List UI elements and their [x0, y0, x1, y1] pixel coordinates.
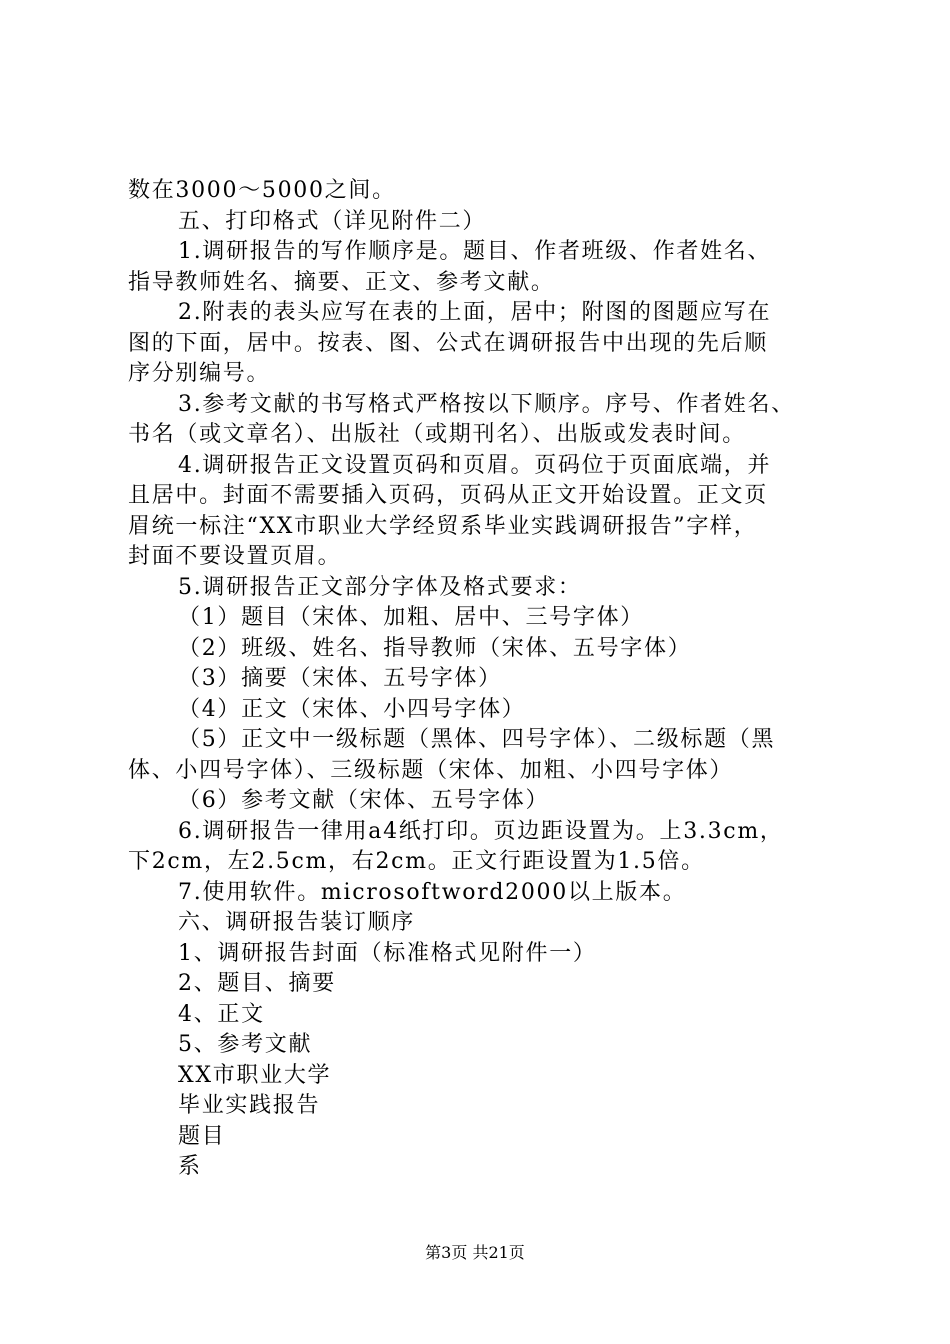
document-body: [128, 176, 828, 1183]
text-line: 2、题目、摘要: [178, 971, 336, 996]
text-line: 眉统一标注“XX市职业大学经贸系毕业实践调研报告”字样，: [128, 513, 758, 539]
text-line: 5、参考文献: [178, 1032, 313, 1057]
text-line: 4.调研报告正文设置页码和页眉。页码位于页面底端，并: [178, 452, 772, 478]
text-line: （5）正文中一级标题（黑体、四号字体）、二级标题（黑: [178, 727, 776, 752]
text-line: 封面不要设置页眉。: [128, 544, 342, 569]
text-line: 毕业实践报告: [178, 1093, 321, 1118]
text-line: 2.附表的表头应写在表的上面，居中；附图的图题应写在: [178, 300, 772, 325]
text-line: 体、小四号字体）、三级标题（宋体、加粗、小四号字体）: [128, 757, 734, 783]
text-line: （3）摘要（宋体、五号字体）: [178, 666, 502, 691]
text-line: 5.调研报告正文部分字体及格式要求：: [178, 574, 582, 600]
text-line: 书名（或文章名）、出版社（或期刊名）、出版或发表时间。: [128, 422, 746, 447]
text-line: 6.调研报告一律用a4纸打印。页边距设置为。上3.3cm，: [178, 818, 784, 844]
text-line: XX市职业大学: [178, 1062, 332, 1088]
text-line: 题目: [178, 1123, 226, 1149]
text-line: （2）班级、姓名、指导教师（宋体、五号字体）: [178, 635, 692, 661]
text-line: 1、调研报告封面（标准格式见附件一）: [178, 940, 597, 966]
text-line: 六、调研报告装订顺序: [178, 910, 416, 935]
text-line: 3.参考文献的书写格式严格按以下顺序。序号、作者姓名、: [178, 391, 795, 417]
text-line: 数在3000～5000之间。: [128, 178, 396, 203]
text-line: （4）正文（宋体、小四号字体）: [178, 696, 526, 722]
text-line: 系: [178, 1154, 202, 1179]
page-footer: 第3页 共21页: [425, 1243, 525, 1262]
text-line: （6）参考文献（宋体、五号字体）: [178, 788, 550, 813]
text-line: 4、正文: [178, 1001, 265, 1027]
text-line: 指导教师姓名、摘要、正文、参考文献。: [128, 269, 555, 295]
text-line: 且居中。封面不需要插入页码，页码从正文开始设置。正文页: [128, 483, 768, 508]
text-line: 下2cm，左2.5cm，右2cm。正文行距设置为1.5倍。: [128, 849, 705, 874]
text-line: 五、打印格式（详见附件二）: [178, 208, 487, 234]
text-line: 1.调研报告的写作顺序是。题目、作者班级、作者姓名、: [178, 239, 772, 264]
text-line: 序分别编号。: [128, 361, 271, 386]
text-line: 7.使用软件。microsoftword2000以上版本。: [178, 879, 687, 905]
text-line: 图的下面，居中。按表、图、公式在调研报告中出现的先后顺: [128, 330, 768, 356]
text-line: （1）题目（宋体、加粗、居中、三号字体）: [178, 605, 644, 630]
